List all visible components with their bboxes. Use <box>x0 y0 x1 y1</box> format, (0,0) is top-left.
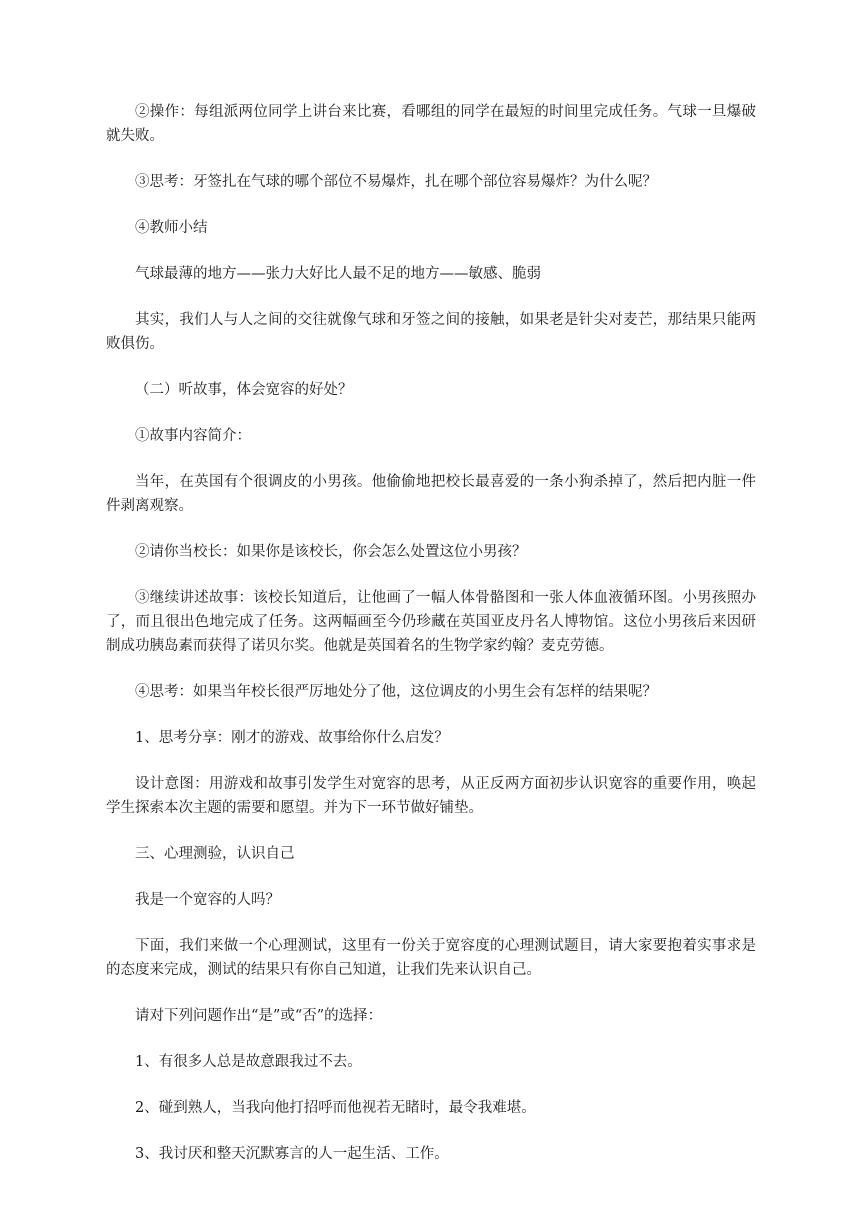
paragraph-share-thoughts: 1、思考分享：刚才的游戏、故事给你什么启发？ <box>135 730 449 746</box>
test-question-1: 1、有很多人总是故意跟我过不去。 <box>135 1054 362 1070</box>
paragraph-test-intro: 下面，我们来做一个心理测试，这里有一份关于宽容度的心理测试题目，请大家要抱着实事求是的态度来完成，测试的结果只有你自己知道，让我们先来认识自己。 <box>106 938 756 978</box>
paragraph-design-intent: 设计意图：用游戏和故事引发学生对宽容的思考，从正反两方面初步认识宽容的重要作用，唤起学生探索本次主题的需要和愿望。并为下一环节做好铺垫。 <box>106 776 756 816</box>
paragraph-story-continued: ③继续讲述故事：该校长知道后，让他画了一幅人体骨骼图和一张人体血液循环图。小男孩照办了，而且很出色地完成了任务。这两幅画至今仍珍藏在英国亚皮丹名人博物馆。这位小男孩后来因研制成功胰岛素而获得了诺贝尔奖。他就是英国着名的生物学家约翰？麦克劳德。 <box>106 590 756 654</box>
paragraph-interaction-analogy: 其实，我们人与人之间的交往就像气球和牙签之间的接触，如果老是针尖对麦芒，那结果只能两败俱伤。 <box>106 312 756 352</box>
document-body <box>106 100 756 1188</box>
paragraph-story-content: 当年，在英国有个很调皮的小男孩。他偷偷地把校长最喜爱的一条小狗杀掉了，然后把内脏一件件剥离观察。 <box>106 474 756 514</box>
test-question-3: 3、我讨厌和整天沉默寡言的人一起生活、工作。 <box>135 1146 449 1162</box>
paragraph-test-instruction: 请对下列问题作出“是”或“否”的选择： <box>135 1008 383 1024</box>
test-question-2: 2、碰到熟人，当我向他打招呼而他视若无睹时，最令我难堪。 <box>135 1100 536 1116</box>
paragraph-be-principal: ②请你当校长：如果你是该校长，你会怎么处置这位小男孩？ <box>135 544 527 560</box>
paragraph-balloon-analogy: 气球最薄的地方——张力大好比人最不足的地方——敏感、脆弱 <box>135 266 541 282</box>
paragraph-test-title: 我是一个宽容的人吗？ <box>135 892 280 908</box>
section-heading-psych-test: 三、心理测验，认识自己 <box>135 846 295 862</box>
paragraph-operation: ②操作：每组派两位同学上讲台来比赛，看哪组的同学在最短的时间里完成任务。气球一旦爆破就失败。 <box>106 104 756 144</box>
section-heading-story: （二）听故事，体会宽容的好处？ <box>135 382 353 398</box>
paragraph-teacher-summary-heading: ④教师小结 <box>135 220 208 236</box>
paragraph-think-outcome: ④思考：如果当年校长很严厉地处分了他，这位调皮的小男生会有怎样的结果呢？ <box>135 684 657 700</box>
paragraph-think-balloon: ③思考：牙签扎在气球的哪个部位不易爆炸，扎在哪个部位容易爆炸？为什么呢？ <box>135 174 657 190</box>
paragraph-story-intro-heading: ①故事内容简介： <box>135 428 251 444</box>
